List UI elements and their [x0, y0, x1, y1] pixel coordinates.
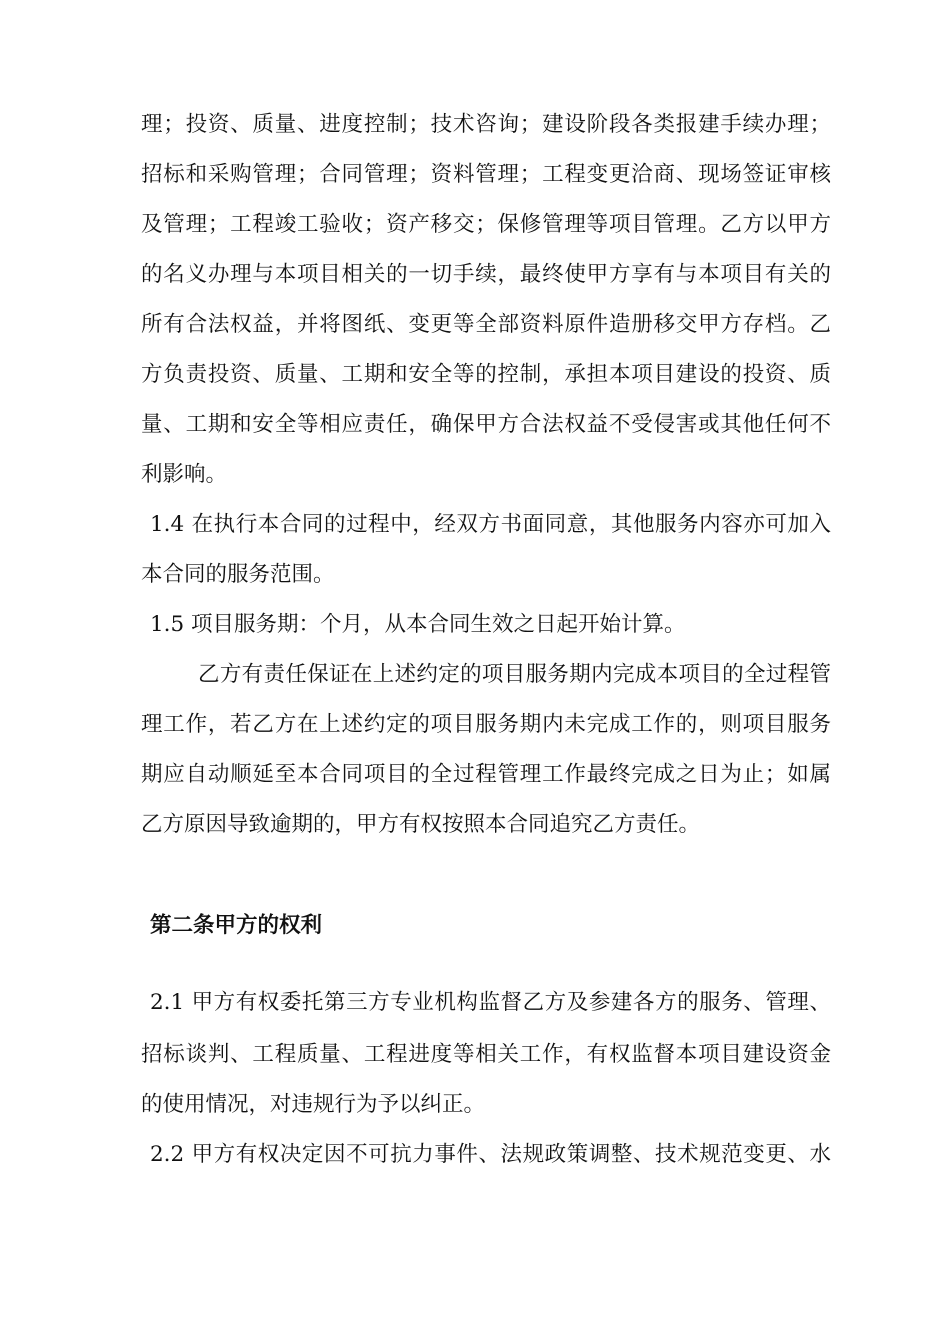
clause-1-4: 1.4 在执行本合同的过程中，经双方书面同意，其他服务内容亦可加入: [150, 512, 831, 537]
body-text-line: 招标谈判、工程质量、工程进度等相关工作，有权监督本项目建设资金: [141, 1042, 831, 1067]
body-text-line: 乙方原因导致逾期的，甲方有权按照本合同追究乙方责任。: [141, 812, 701, 837]
section-heading: 第二条甲方的权利: [150, 913, 323, 938]
body-text-line: 招标和采购管理；合同管理；资料管理；工程变更洽商、现场签证审核: [141, 162, 831, 187]
body-text-line: 利影响。: [141, 462, 228, 487]
body-text-line: 的使用情况，对违规行为予以纠正。: [141, 1092, 486, 1117]
body-text-line: 及管理；工程竣工验收；资产移交；保修管理等项目管理。乙方以甲方: [141, 212, 831, 237]
body-text-line: 的名义办理与本项目相关的一切手续，最终使甲方享有与本项目有关的: [141, 262, 831, 287]
body-text-line: 理；投资、质量、进度控制；技术咨询；建设阶段各类报建手续办理；: [141, 112, 831, 137]
body-text-line: 理工作，若乙方在上述约定的项目服务期内未完成工作的，则项目服务: [141, 712, 831, 737]
clause-1-5: 1.5 项目服务期：个月，从本合同生效之日起开始计算。: [150, 612, 686, 637]
body-text-line: 本合同的服务范围。: [141, 562, 335, 587]
clause-2-2: 2.2 甲方有权决定因不可抗力事件、法规政策调整、技术规范变更、水: [150, 1142, 831, 1167]
body-text-line: 期应自动顺延至本合同项目的全过程管理工作最终完成之日为止；如属: [141, 762, 831, 787]
clause-2-1: 2.1 甲方有权委托第三方专业机构监督乙方及参建各方的服务、管理、: [150, 990, 831, 1015]
body-text-line: 所有合法权益，并将图纸、变更等全部资料原件造册移交甲方存档。乙: [141, 312, 831, 337]
paragraph-first-line: 乙方有责任保证在上述约定的项目服务期内完成本项目的全过程管: [198, 662, 831, 687]
body-text-line: 量、工期和安全等相应责任，确保甲方合法权益不受侵害或其他任何不: [141, 412, 831, 437]
body-text-line: 方负责投资、质量、工期和安全等的控制，承担本项目建设的投资、质: [141, 362, 831, 387]
